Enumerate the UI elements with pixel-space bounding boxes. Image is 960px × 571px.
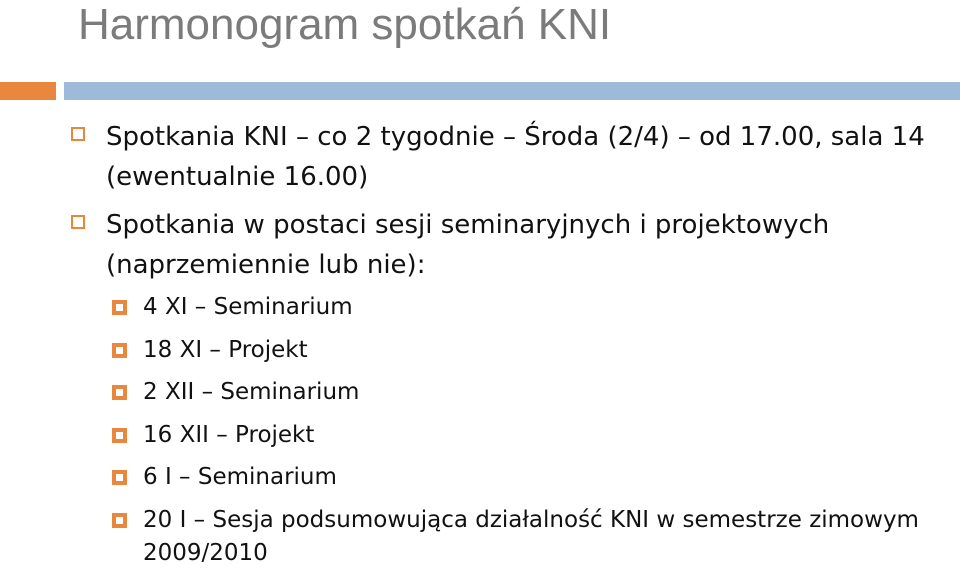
sub-bullet-text: 20 I – Sesja podsumowująca działalność KNI w semestrze zimowym 2009/2010 [143,507,919,566]
bullet-text: Spotkania KNI – co 2 tygodnie – Środa (2/4) – od 17.00, sala 14 (ewentualnie 16.00) [106,122,925,192]
sub-bullet-item [143,419,933,452]
sub-bullet-item [143,334,933,367]
filled-square-bullet-icon [112,343,127,358]
sub-bullet-text: 4 XI – Seminarium [143,294,353,320]
sub-bullet-item [143,291,933,324]
sub-bullet-text: 2 XII – Seminarium [143,379,360,405]
title-underline-orange [0,82,56,100]
bullet-item [106,205,926,285]
filled-square-bullet-icon [112,470,127,485]
filled-square-bullet-icon [112,513,127,528]
sub-bullet-item [143,504,933,570]
bullet-text: Spotkania w postaci sesji seminaryjnych i projektowych (naprzemiennie lub nie): [106,210,830,280]
sub-bullet-item [143,461,933,494]
filled-square-bullet-icon [112,428,127,443]
filled-square-bullet-icon [112,385,127,400]
filled-square-bullet-icon [112,300,127,315]
title-underline-blue [64,82,960,100]
square-bullet-icon [71,127,85,141]
slide-title: Harmonogram spotkań KNI [78,0,612,49]
bullet-item [106,117,926,197]
sub-bullet-item [143,376,933,409]
sub-bullet-text: 6 I – Seminarium [143,464,337,490]
square-bullet-icon [71,215,85,229]
sub-bullet-text: 18 XI – Projekt [143,337,308,363]
sub-bullet-text: 16 XII – Projekt [143,422,315,448]
